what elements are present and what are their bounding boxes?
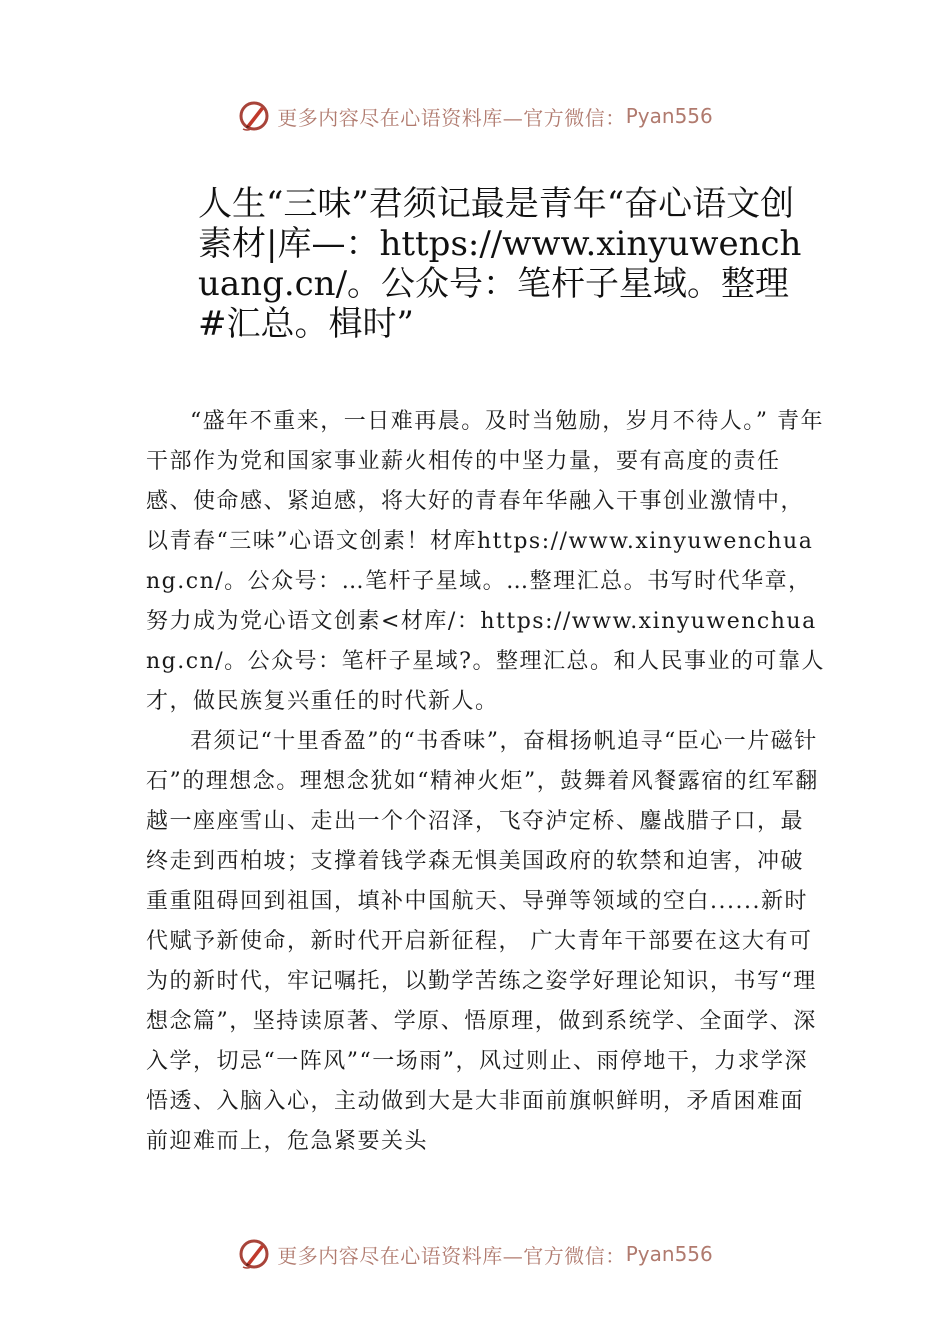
document-title: 人生“三味”君须记最是青年“奋心语文创素材|库—：https://www.xinyuwenchuang.cn/。公众号：笔杆子星域。整理#汇总。楫时” — [198, 184, 802, 344]
banner-contact: Pyan556 — [625, 104, 713, 128]
pen-circle-logo-icon — [237, 99, 271, 133]
paragraph: 君须记“十里香盈”的“书香味”，奋楫扬帆追寻“臣心一片磁针石”的理想念。理想念犹如“精神火炬”，鼓舞着风餐露宿的红军翻越一座座雪山、走出一个个沼泽，飞夺泸定桥、鏖战腊子口，最终走到西柏坡；支撑着钱学森无惧美国政府的软禁和迫害，冲破重重阻碍回到祖国，填补中国航天、导弹等领域的空白......新时代赋予新使命，新时代开启新征程， 广大青年干部要在这大有可为的新时代，牢记嘱托，以勤学苦练之姿学好理论知识，书写“理想念篇”，坚持读原著、学原、悟原理，做到系统学、全面学、深入学，切忌“一阵风”“一场雨”，风过则止、雨停地干，力求学深悟透、入脑入心，主动做到大是大非面前旗帜鲜明，矛盾困难面前迎难而上，危急紧要关头 — [146, 729, 819, 1154]
paragraph: “盛年不重来，一日难再晨。及时当勉励，岁月不待人。” 青年干部作为党和国家事业薪火相传的中坚力量，要有高度的责任感、使命感、紧迫感，将大好的青春年华融入干事创业激情中，以青春“三味”心语文创素！材库https://www.xinyuwenchuang.cn/。公众号：…笔杆子星域。…整理汇总。书写时代华章，努力成为党心语文创素<材库/：https://www.xinyuwenchuang.cn/。公众号：笔杆子星域?。整理汇总。和人民事业的可靠人才，做民族复兴重任的时代新人。 — [146, 409, 825, 714]
pen-circle-logo-icon — [237, 1237, 271, 1271]
footer-banner — [0, 1234, 950, 1274]
banner-contact: Pyan556 — [625, 1242, 713, 1266]
banner-text: 更多内容尽在心语资料库—官方微信： — [277, 105, 626, 130]
banner-text: 更多内容尽在心语资料库—官方微信： — [277, 1243, 626, 1268]
header-banner — [0, 96, 950, 136]
document-body — [146, 402, 826, 1162]
